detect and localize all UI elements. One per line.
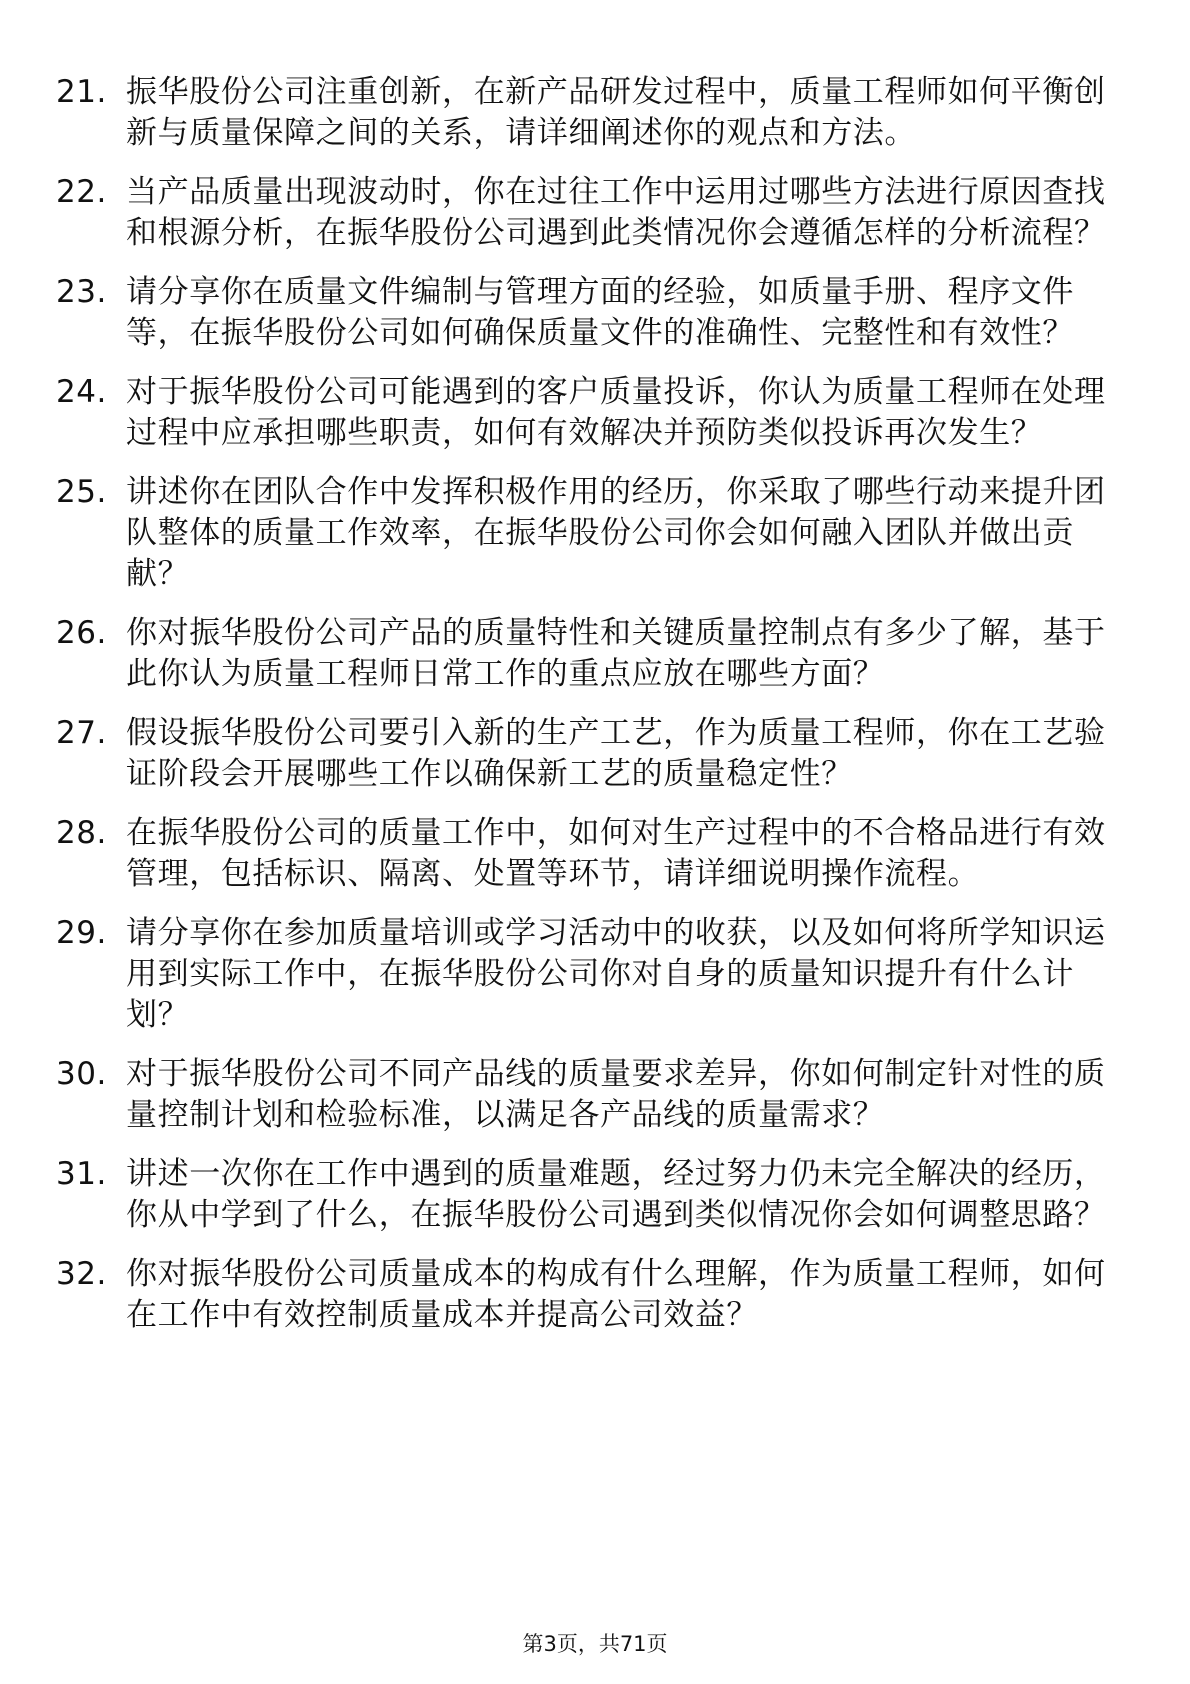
- question-item: [56, 613, 1116, 695]
- page-footer: [0, 1630, 1190, 1658]
- question-number: 21.: [56, 74, 107, 110]
- question-text: 当产品质量出现波动时，你在过往工作中运用过哪些方法进行原因查找和根源分析，在振华股份公司遇到此类情况你会遵循怎样的分析流程？: [126, 174, 1106, 251]
- question-list: [56, 72, 1116, 1354]
- question-text: 对于振华股份公司可能遇到的客户质量投诉，你认为质量工程师在处理过程中应承担哪些职责，如何有效解决并预防类似投诉再次发生？: [126, 374, 1106, 451]
- question-text: 你对振华股份公司产品的质量特性和关键质量控制点有多少了解，基于此你认为质量工程师日常工作的重点应放在哪些方面？: [126, 615, 1106, 692]
- question-item: [56, 72, 1116, 154]
- question-number: 31.: [56, 1156, 107, 1192]
- question-number: 30.: [56, 1056, 107, 1092]
- question-number: 28.: [56, 815, 107, 851]
- question-text: 讲述一次你在工作中遇到的质量难题，经过努力仍未完全解决的经历，你从中学到了什么，在振华股份公司遇到类似情况你会如何调整思路？: [126, 1156, 1106, 1233]
- question-text: 对于振华股份公司不同产品线的质量要求差异，你如何制定针对性的质量控制计划和检验标准，以满足各产品线的质量需求？: [126, 1056, 1106, 1133]
- question-item: [56, 472, 1116, 595]
- question-item: [56, 1054, 1116, 1136]
- question-number: 26.: [56, 615, 107, 651]
- question-text: 振华股份公司注重创新，在新产品研发过程中，质量工程师如何平衡创新与质量保障之间的关系，请详细阐述你的观点和方法。: [126, 74, 1106, 151]
- question-number: 22.: [56, 174, 107, 210]
- page-number-label: 第3页，共71页: [522, 1632, 668, 1656]
- question-number: 25.: [56, 474, 107, 510]
- question-item: [56, 1254, 1116, 1336]
- question-text: 请分享你在质量文件编制与管理方面的经验，如质量手册、程序文件等，在振华股份公司如何确保质量文件的准确性、完整性和有效性？: [126, 274, 1074, 351]
- question-number: 24.: [56, 374, 107, 410]
- question-item: [56, 913, 1116, 1036]
- question-number: 32.: [56, 1256, 107, 1292]
- question-number: 29.: [56, 915, 107, 951]
- question-item: [56, 713, 1116, 795]
- question-text: 假设振华股份公司要引入新的生产工艺，作为质量工程师，你在工艺验证阶段会开展哪些工作以确保新工艺的质量稳定性？: [126, 715, 1106, 792]
- question-item: [56, 172, 1116, 254]
- question-text: 在振华股份公司的质量工作中，如何对生产过程中的不合格品进行有效管理，包括标识、隔离、处置等环节，请详细说明操作流程。: [126, 815, 1106, 892]
- question-item: [56, 813, 1116, 895]
- question-item: [56, 1154, 1116, 1236]
- question-text: 你对振华股份公司质量成本的构成有什么理解，作为质量工程师，如何在工作中有效控制质量成本并提高公司效益？: [126, 1256, 1106, 1333]
- question-text: 讲述你在团队合作中发挥积极作用的经历，你采取了哪些行动来提升团队整体的质量工作效率，在振华股份公司你会如何融入团队并做出贡献？: [126, 474, 1106, 592]
- question-item: [56, 272, 1116, 354]
- question-number: 23.: [56, 274, 107, 310]
- question-item: [56, 372, 1116, 454]
- question-text: 请分享你在参加质量培训或学习活动中的收获，以及如何将所学知识运用到实际工作中，在振华股份公司你对自身的质量知识提升有什么计划？: [126, 915, 1106, 1033]
- question-number: 27.: [56, 715, 107, 751]
